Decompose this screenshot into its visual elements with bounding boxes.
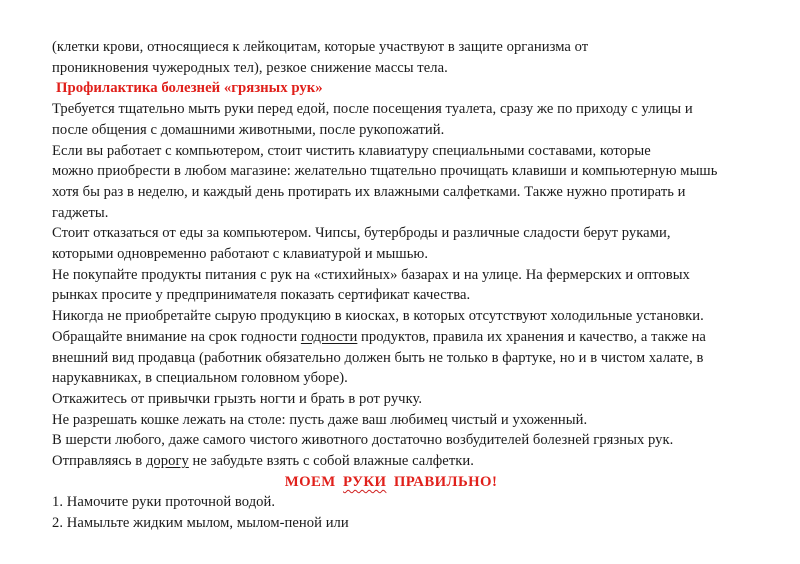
text-line: гаджеты. [52,204,109,221]
text-segment: Отправляясь в [52,453,146,470]
text-line: Откажитесь от привычки грызть ногти и брать в рот ручку. [52,390,423,407]
text-line: Не покупайте продукты питания с рук на «стихийных» базарах и на улице. На фермерских и оптовых [52,266,690,283]
text-line: Не разрешать кошке лежать на столе: пусть даже ваш любимец чистый и ухоженный. [52,411,588,428]
text-line: которыми одновременно работают с клавиатурой и мышью. [52,246,429,263]
text-line: проникновения чужеродных тел), резкое снижение массы тела. [52,59,448,76]
text-line: можно приобрести в любом магазине: желательно тщательно прочищать клавиши и компьютерную мышь [52,163,718,180]
text-line: нарукавниках, в специальном головном уборе). [52,370,348,387]
text-line: В шерсти любого, даже самого чистого животного достаточно возбудителей болезней грязных рук. [52,432,674,449]
text-line: Требуется тщательно мыть руки перед едой, после посещения туалета, сразу же по приходу с улицы и [52,101,693,118]
section-heading-prevention: Профилактика болезней «грязных рук» [56,80,323,97]
text-line: рынках просите у предпринимателя показать сертификат качества. [52,287,471,304]
text-line: Никогда не приобретайте сырую продукцию в киосках, в которых отсутствуют холодильные установки. [52,308,704,325]
text-segment: продуктов, правила их хранения и качество, а также на [357,328,706,345]
heading-word-spellcheck: РУКИ [343,473,387,490]
text-line: Стоит отказаться от еды за компьютером. Чипсы, бутерброды и различные сладости берут руками, [52,225,671,242]
heading-word: МОЕМ [284,473,336,490]
text-segment: не забудьте взять с собой влажные салфетки. [188,453,474,470]
text-line: внешний вид продавца (работник обязательно должен быть не только в фартуке, но и в чистом халате, в [52,349,704,366]
underlined-word: годности [300,328,358,345]
text-line-road [52,451,760,472]
text-line: после общения с домашними животными, после рукопожатий. [52,121,445,138]
step-item: 2. Намыльте жидким мылом, мылом-пеной или [52,515,349,532]
text-line: хотя бы раз в неделю, и каждый день протирать их влажными салфетками. Также нужно протирать и [52,183,686,200]
underlined-word: дорогу [145,453,189,470]
text-line: (клетки крови, относящиеся к лейкоцитам, которые участвуют в защите организма от [52,39,589,55]
text-line: Если вы работает с компьютером, стоит чистить клавиатуру специальными составами, которые [52,142,651,159]
text-line-duplicate-word [52,327,760,348]
heading-word: ПРАВИЛЬНО! [393,473,498,490]
step-item: 1. Намочите руки проточной водой. [52,494,276,511]
text-segment: Обращайте внимание на срок годности [52,328,301,345]
section-heading-wash-hands [52,472,760,493]
